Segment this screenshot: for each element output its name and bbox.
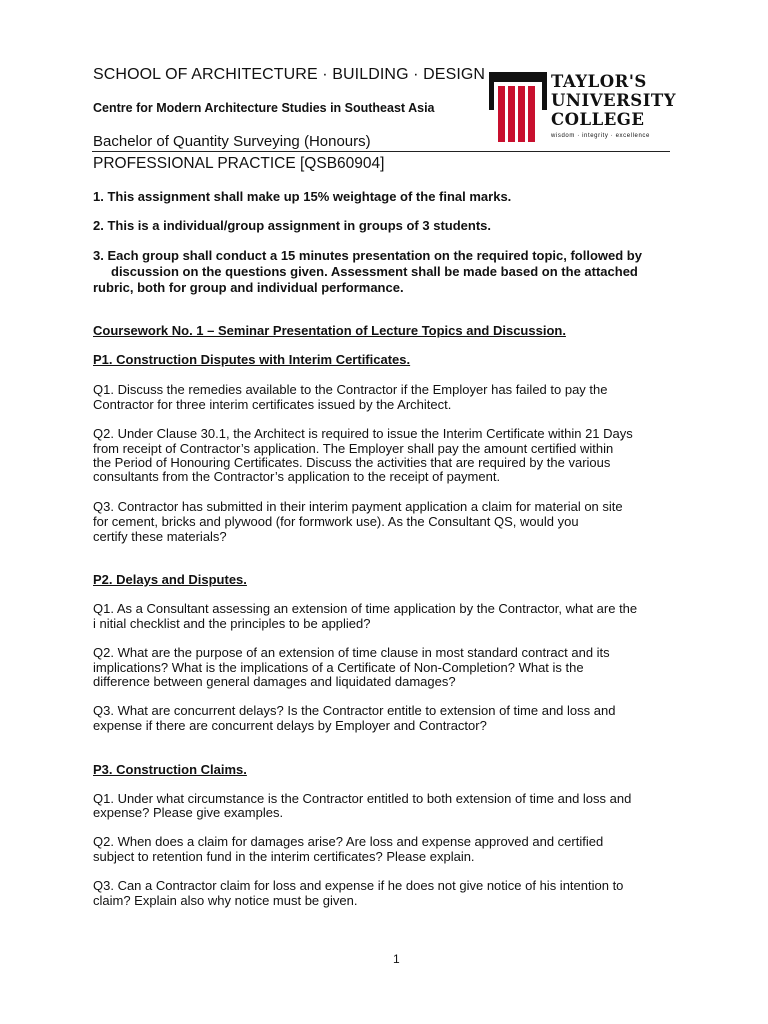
p1-q2-line1: Q2. Under Clause 30.1, the Architect is required to issue the Interim Certificate within 21 Days [93,426,633,441]
section-title-p2: P2. Delays and Disputes. [93,572,247,587]
coursework-title: Coursework No. 1 – Seminar Presentation of Lecture Topics and Discussion. [93,323,566,338]
crest-icon [489,72,547,142]
p2-q1-line1: Q1. As a Consultant assessing an extension of time application by the Contractor, what are the [93,601,638,616]
school-name: SCHOOL OF ARCHITECTURE · BUILDING · DESIGN [93,66,486,83]
instruction-3-line1: 3. Each group shall conduct a 15 minutes presentation on the required topic, followed by [93,248,642,263]
p2-q1-line2: i nitial checklist and the principles to be applied? [93,616,371,631]
course-title: PROFESSIONAL PRACTICE [QSB60904] [93,155,385,172]
p1-q2-line2: from receipt of Contractor’s application. The Employer shall pay the amount certified within [93,441,614,456]
instruction-2: 2. This is a individual/group assignment in groups of 3 students. [93,218,491,233]
section-title-p1: P1. Construction Disputes with Interim Certificates. [93,352,411,367]
p3-q2-line1: Q2. When does a claim for damages arise? Are loss and expense approved and certified [93,834,604,849]
p2-q3-line1: Q3. What are concurrent delays? Is the Contractor entitle to extension of time and loss and [93,703,616,718]
centre-name: Centre for Modern Architecture Studies in Southeast Asia [93,101,435,115]
logo-text-line1: TAYLOR'S [551,72,647,91]
instruction-3-line3: rubric, both for group and individual performance. [93,280,404,295]
instruction-3-line2: discussion on the questions given. Assessment shall be made based on the attached [111,264,638,279]
logo-text-line2: UNIVERSITY [551,91,676,110]
logo-text-line3: COLLEGE [551,110,645,129]
logo-tagline: wisdom · integrity · excellence [551,133,650,139]
p2-q2-line3: difference between general damages and liquidated damages? [93,674,456,689]
section-title-p3: P3. Construction Claims. [93,762,247,777]
university-logo [489,72,679,148]
p2-q3-line2: expense if there are concurrent delays by Employer and Contractor? [93,718,487,733]
p1-q3-line2: for cement, bricks and plywood (for formwork use). As the Consultant QS, would you [93,514,579,529]
p1-q1-line2: Contractor for three interim certificates issued by the Architect. [93,397,452,412]
p1-q2-line4: consultants from the Contractor’s application to the receipt of payment. [93,469,501,484]
p3-q1-line1: Q1. Under what circumstance is the Contractor entitled to both extension of time and loss and [93,791,632,806]
page-number: 1 [393,952,400,966]
p3-q2-line2: subject to retention fund in the interim certificates? Please explain. [93,849,475,864]
p1-q3-line3: certify these materials? [93,529,227,544]
programme-name: Bachelor of Quantity Surveying (Honours) [93,133,371,150]
p3-q3-line1: Q3. Can a Contractor claim for loss and expense if he does not give notice of his intention to [93,878,624,893]
p2-q2-line1: Q2. What are the purpose of an extension of time clause in most standard contract and its [93,645,610,660]
instruction-1: 1. This assignment shall make up 15% weightage of the final marks. [93,189,512,204]
p3-q1-line2: expense? Please give examples. [93,805,284,820]
p3-q3-line2: claim? Explain also why notice must be given. [93,893,358,908]
header-divider [92,151,670,152]
p2-q2-line2: implications? What is the implications of a Certificate of Non-Completion? What is the [93,660,584,675]
p1-q2-line3: the Period of Honouring Certificates. Discuss the activities that are required by the various [93,455,611,470]
p1-q3-line1: Q3. Contractor has submitted in their interim payment application a claim for material on site [93,499,623,514]
p1-q1-line1: Q1. Discuss the remedies available to the Contractor if the Employer has failed to pay the [93,382,608,397]
